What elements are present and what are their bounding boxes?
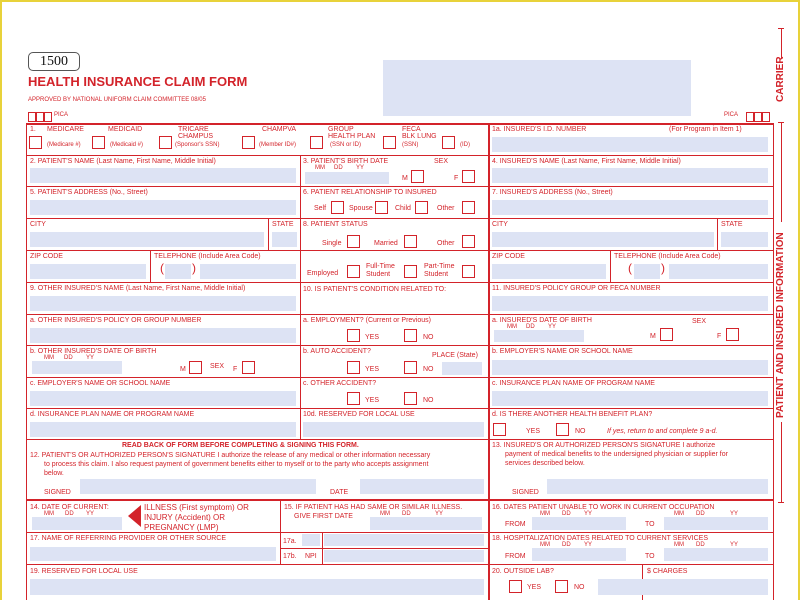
sex-m-label: M [402,175,408,182]
similar-illness-label: 15. IF PATIENT HAS HAD SAME OR SIMILAR ILLNESS. [284,504,463,511]
side-tick [778,28,784,29]
hosp-to-dd: DD [696,542,705,548]
part-time-label: Part-Time [424,263,455,270]
another-plan-yes-label: YES [526,428,541,435]
group-sub: (SSN or ID) [330,142,362,148]
champva-sub: (Member ID#) [259,142,297,148]
place-state-label: PLACE (State) [432,352,478,359]
unable-to-yy: YY [730,511,739,517]
charges-field[interactable] [598,579,768,595]
outside-lab-no-label: NO [574,584,585,591]
tricare-sub: (Sponsor's SSN) [175,142,220,148]
pica-left-box-3[interactable] [44,112,52,122]
other-checkbox[interactable] [442,136,455,149]
employment-yes-checkbox[interactable] [347,329,360,342]
spouse-label: Spouse [349,205,373,212]
side-tick [778,122,784,123]
child-checkbox[interactable] [415,201,428,214]
employer-name-field-11b[interactable] [492,360,768,375]
sex-label: SEX [434,158,449,165]
carrier-address-field[interactable] [383,60,691,116]
other-sub: (ID) [460,142,470,148]
outside-lab-no-checkbox[interactable] [555,580,568,593]
another-plan-note: If yes, return to and complete 9 a-d. [607,428,718,435]
first-date-mm: MM [380,511,390,517]
grid-line [773,123,774,600]
grid-line [488,123,490,600]
employed-label: Employed [307,270,339,277]
referring-provider-label: 17. NAME OF REFERRING PROVIDER OR OTHER SOURCE [30,535,227,542]
insured-phone-field[interactable] [669,264,768,279]
auto-accident-label: b. AUTO ACCIDENT? [303,348,371,355]
insured-state-field[interactable] [721,232,768,247]
date-current-yy: YY [86,511,95,517]
insured-signature-field[interactable] [547,479,768,494]
other-sex-m-checkbox[interactable] [189,361,202,374]
birth-yy-label: YY [356,165,365,171]
injury-label: INJURY (Accident) OR [144,513,226,522]
insured-phone-paren-close: ) [661,261,665,275]
feca-sub: (SSN) [402,142,419,148]
medicare-label: MEDICARE [47,126,84,133]
reserved-local-label-10d: 10d. RESERVED FOR LOCAL USE [303,411,415,418]
hosp-from-yy: YY [584,542,593,548]
other-accident-no-checkbox[interactable] [404,392,417,405]
insured-signature-text-3: services described below. [505,460,585,467]
sex-m-checkbox[interactable] [411,170,424,183]
birth-date-field[interactable] [305,172,389,184]
patient-signature-field[interactable] [80,479,316,494]
hosp-to-yy: YY [730,542,739,548]
unable-to-dd: DD [696,511,705,517]
first-date-label: GIVE FIRST DATE [294,513,353,520]
married-label: Married [374,240,398,247]
single-label: Single [322,240,342,247]
patient-signature-text-2: to process this claim. I also request payment of government benefits either to myself or to the party who accepts assignment [44,461,429,468]
patient-city-label: CITY [30,221,46,228]
another-plan-label: d. IS THERE ANOTHER HEALTH BENEFIT PLAN? [492,411,653,418]
auto-yes-checkbox[interactable] [347,361,360,374]
another-plan-yes-checkbox[interactable] [493,423,506,436]
patient-signature-date-field[interactable] [360,479,484,494]
other-insured-name-label: 9. OTHER INSURED'S NAME (Last Name, First Name, Middle Initial) [30,285,246,292]
insured-sex-f-checkbox[interactable] [726,328,739,341]
outside-lab-yes-checkbox[interactable] [509,580,522,593]
other-sex-m-label: M [180,366,186,373]
employer-name-label-9c: c. EMPLOYER'S NAME OR SCHOOL NAME [30,380,171,387]
hosp-from-label: FROM [505,553,526,560]
hosp-to-mm: MM [674,542,684,548]
insured-sex-m-checkbox[interactable] [660,328,673,341]
patient-signature-text-3: below. [44,470,64,477]
form-number-badge: 1500 [28,52,80,71]
grid-line [26,123,774,125]
patient-zip-field[interactable] [30,264,146,279]
grid-line [26,499,774,501]
date-current-field[interactable] [32,517,122,530]
unable-from-mm: MM [540,511,550,517]
other-relationship-checkbox[interactable] [462,201,475,214]
patient-phone-paren-open: ( [160,261,164,275]
insured-id-label: 1a. INSURED'S I.D. NUMBER [492,126,587,133]
date-current-arrow-icon [128,505,141,527]
insured-zip-field[interactable] [492,264,606,279]
employment-yes-label: YES [365,334,380,341]
reserved-local-label-19: 19. RESERVED FOR LOCAL USE [30,568,138,575]
date-current-label: 14. DATE OF CURRENT: [30,504,109,511]
insured-address-field[interactable] [492,200,768,215]
insured-dob-label: a. INSURED'S DATE OF BIRTH [492,317,592,324]
blk-lung-label: BLK LUNG [402,133,437,140]
insured-dob-field[interactable] [494,330,584,342]
insured-signature-text-1: 13. INSURED'S OR AUTHORIZED PERSON'S SIGNATURE I authorize [492,442,716,449]
reserved-local-field-19[interactable] [30,579,484,595]
other-relationship-label: Other [437,205,455,212]
pica-right-label: PICA [724,112,739,118]
date-current-mm: MM [44,511,54,517]
insured-id-note: (For Program in Item 1) [669,126,742,133]
insured-phone-label: TELEPHONE (Include Area Code) [614,253,721,260]
grid-line [280,548,488,549]
approval-text: APPROVED BY NATIONAL UNIFORM CLAIM COMMITTEE 08/05 [28,97,206,103]
patient-state-field[interactable] [272,232,297,247]
child-label: Child [395,205,411,212]
condition-related-label: 10. IS PATIENT'S CONDITION RELATED TO: [303,286,447,293]
patient-phone-field[interactable] [200,264,296,279]
patient-signature-text-1: 12. PATIENT'S OR AUTHORIZED PERSON'S SIGNATURE I authorize the release of any medical or other information necessary [30,452,431,459]
other-sex-f-checkbox[interactable] [242,361,255,374]
item17b-label: 17b. [283,553,297,560]
insured-signed-label: SIGNED [512,489,539,496]
birth-dd-label: DD [334,165,343,171]
insured-sex-f-label: F [717,333,722,340]
other-insured-name-field[interactable] [30,296,296,311]
champva-label: CHAMPVA [262,126,297,133]
other-policy-label: a. OTHER INSURED'S POLICY OR GROUP NUMBER [30,317,202,324]
insured-name-field[interactable] [492,168,768,183]
grid-line [26,186,774,187]
insured-phone-paren-open: ( [628,261,632,275]
other-dob-label: b. OTHER INSURED'S DATE OF BIRTH [30,348,157,355]
self-label: Self [314,205,327,212]
feca-label: FECA [402,126,421,133]
pica-left-box-1[interactable] [28,112,36,122]
patient-state-label: STATE [272,221,294,228]
insured-sex-label: SEX [692,318,707,325]
health-plan-label: HEALTH PLAN [328,133,376,140]
birth-date-label: 3. PATIENT'S BIRTH DATE [303,158,389,165]
outside-lab-label: 20. OUTSIDE LAB? [492,568,554,575]
insured-dob-yy: YY [548,324,557,330]
insured-policy-field[interactable] [492,296,768,311]
patient-axis-line-top [781,122,782,222]
full-time-label: Full-Time [366,263,395,270]
hosp-from-mm: MM [540,542,550,548]
sex-f-checkbox[interactable] [462,170,475,183]
spouse-checkbox[interactable] [375,201,388,214]
unable-from-field[interactable] [532,517,626,530]
another-plan-no-label: NO [575,428,586,435]
grid-line [26,439,774,440]
relationship-label: 6. PATIENT RELATIONSHIP TO INSURED [303,189,437,196]
claim-form-page [2,2,798,600]
insured-id-field[interactable] [492,137,768,152]
item1-number: 1. [30,126,36,133]
unable-to-field[interactable] [664,517,768,530]
side-tick [778,502,784,503]
medicaid-checkbox[interactable] [92,136,105,149]
other-dob-field[interactable] [32,361,122,374]
insured-city-label: CITY [492,221,508,228]
part-time-student-label: Student [424,271,449,278]
insured-state-label: STATE [721,221,743,228]
married-checkbox[interactable] [404,235,417,248]
grid-line [26,282,774,283]
hosp-from-dd: DD [562,542,571,548]
first-date-dd: DD [402,511,411,517]
auto-no-label: NO [423,366,434,373]
grid-line [26,408,774,409]
insured-city-field[interactable] [492,232,714,247]
grid-line [26,564,774,565]
single-checkbox[interactable] [347,235,360,248]
grid-line [26,345,774,346]
patient-signed-label: SIGNED [44,489,71,496]
grid-line [268,218,269,250]
employment-no-label: NO [423,334,434,341]
grid-line [26,250,774,251]
unable-from-label: FROM [505,521,526,528]
employer-name-label-11b: b. EMPLOYER'S NAME OR SCHOOL NAME [492,348,633,355]
patient-zip-label: ZIP CODE [30,253,63,260]
unable-work-label: 16. DATES PATIENT UNABLE TO WORK IN CURRENT OCCUPATION [492,504,715,511]
item17b-npi-field[interactable] [324,550,484,562]
reserved-local-field-10d[interactable] [303,422,484,437]
pregnancy-label: PREGNANCY (LMP) [144,523,219,532]
other-dob-mm: MM [44,355,54,361]
grid-line [26,377,774,378]
pica-left-label: PICA [54,112,69,118]
medicare-sub: (Medicare #) [47,142,81,148]
employed-checkbox[interactable] [347,265,360,278]
unable-from-yy: YY [584,511,593,517]
medicaid-label: MEDICAID [108,126,143,133]
other-accident-yes-checkbox[interactable] [347,392,360,405]
medicare-checkbox[interactable] [29,136,42,149]
form-title: HEALTH INSURANCE CLAIM FORM [28,74,248,89]
another-plan-no-checkbox[interactable] [556,423,569,436]
grid-line [26,532,774,533]
self-checkbox[interactable] [331,201,344,214]
employment-label: a. EMPLOYMENT? (Current or Previous) [303,317,431,324]
full-time-checkbox[interactable] [404,265,417,278]
other-sex-f-label: F [233,366,238,373]
read-back-notice: READ BACK OF FORM BEFORE COMPLETING & SIGNING THIS FORM. [122,442,359,449]
pica-left-box-2[interactable] [36,112,44,122]
other-dob-dd: DD [64,355,73,361]
patient-name-label: 2. PATIENT'S NAME (Last Name, First Name, Middle Initial) [30,158,216,165]
grid-line [26,123,27,600]
npi-label: NPI [305,553,317,560]
insurance-plan-field-9d[interactable] [30,422,296,437]
other-accident-label: c. OTHER ACCIDENT? [303,380,377,387]
insured-signature-text-2: payment of medical benefits to the undersigned physician or supplier for [505,451,728,458]
date-current-dd: DD [65,511,74,517]
grid-line [26,218,774,219]
grid-line [300,155,301,439]
pica-right-box-2[interactable] [754,112,762,122]
illness-label: ILLNESS (First symptom) OR [144,503,249,512]
insured-dob-mm: MM [507,324,517,330]
first-date-yy: YY [435,511,444,517]
other-status-label: Other [437,240,455,247]
auto-yes-label: YES [365,366,380,373]
patient-address-field[interactable] [30,200,296,215]
insured-dob-dd: DD [526,324,535,330]
tricare-label: TRICARE [178,126,209,133]
unable-to-label: TO [645,521,655,528]
hospitalization-label: 18. HOSPITALIZATION DATES RELATED TO CURRENT SERVICES [492,535,709,542]
patient-phone-paren-close: ) [192,261,196,275]
group-label: GROUP [328,126,354,133]
feca-checkbox[interactable] [383,136,396,149]
unable-from-dd: DD [562,511,571,517]
insured-sex-m-label: M [650,333,656,340]
pica-right-box-3[interactable] [762,112,770,122]
outside-lab-yes-label: YES [527,584,542,591]
patient-city-field[interactable] [30,232,264,247]
group-health-checkbox[interactable] [310,136,323,149]
pica-right-box-1[interactable] [746,112,754,122]
grid-line [610,250,611,282]
charges-label: $ CHARGES [647,568,688,575]
side-label-patient-info: PATIENT AND INSURED INFORMATION [775,232,786,418]
grid-line [26,155,774,156]
item17a-label: 17a. [283,538,297,545]
champus-label: CHAMPUS [178,133,214,140]
item17a-id-field[interactable] [324,534,484,546]
employment-no-checkbox[interactable] [404,329,417,342]
insured-address-label: 7. INSURED'S ADDRESS (No., Street) [492,189,613,196]
other-accident-yes-label: YES [365,397,380,404]
champva-checkbox[interactable] [242,136,255,149]
other-status-checkbox[interactable] [462,235,475,248]
grid-line [150,250,151,282]
hosp-to-field[interactable] [664,548,768,561]
other-dob-yy: YY [86,355,95,361]
employer-name-field-9c[interactable] [30,391,296,406]
place-state-field[interactable] [442,362,482,375]
first-date-field[interactable] [370,517,482,530]
other-policy-field[interactable] [30,328,296,343]
grid-line [717,218,718,250]
other-accident-no-label: NO [423,397,434,404]
insured-area-code-field[interactable] [634,264,660,279]
hosp-to-label: TO [645,553,655,560]
insured-policy-label: 11. INSURED'S POLICY GROUP OR FECA NUMBER [492,285,661,292]
item17a-qualifier-field[interactable] [302,534,320,546]
grid-line [280,499,281,564]
insurance-plan-field-11c[interactable] [492,391,768,406]
carrier-axis-line [781,28,782,58]
auto-no-checkbox[interactable] [404,361,417,374]
medicaid-sub: (Medicaid #) [110,142,144,148]
birth-mm-label: MM [315,165,325,171]
patient-name-field[interactable] [30,168,296,183]
sex-f-label: F [454,175,459,182]
insured-name-label: 4. INSURED'S NAME (Last Name, First Name, Middle Initial) [492,158,681,165]
full-time-student-label: Student [366,271,391,278]
hosp-from-field[interactable] [532,548,626,561]
grid-line [26,314,774,315]
patient-status-label: 8. PATIENT STATUS [303,221,368,228]
patient-date-label: DATE [330,489,349,496]
patient-address-label: 5. PATIENT'S ADDRESS (No., Street) [30,189,148,196]
patient-axis-line-bottom [781,422,782,502]
side-label-carrier: CARRIER [775,56,786,102]
part-time-checkbox[interactable] [462,265,475,278]
patient-phone-label: TELEPHONE (Include Area Code) [154,253,261,260]
other-sex-label: SEX [210,363,225,370]
tricare-checkbox[interactable] [159,136,172,149]
patient-area-code-field[interactable] [165,264,191,279]
referring-provider-field[interactable] [30,547,276,561]
insurance-plan-label-9d: d. INSURANCE PLAN NAME OR PROGRAM NAME [30,411,195,418]
unable-to-mm: MM [674,511,684,517]
insured-zip-label: ZIP CODE [492,253,525,260]
insurance-plan-label-11c: c. INSURANCE PLAN NAME OF PROGRAM NAME [492,380,655,387]
